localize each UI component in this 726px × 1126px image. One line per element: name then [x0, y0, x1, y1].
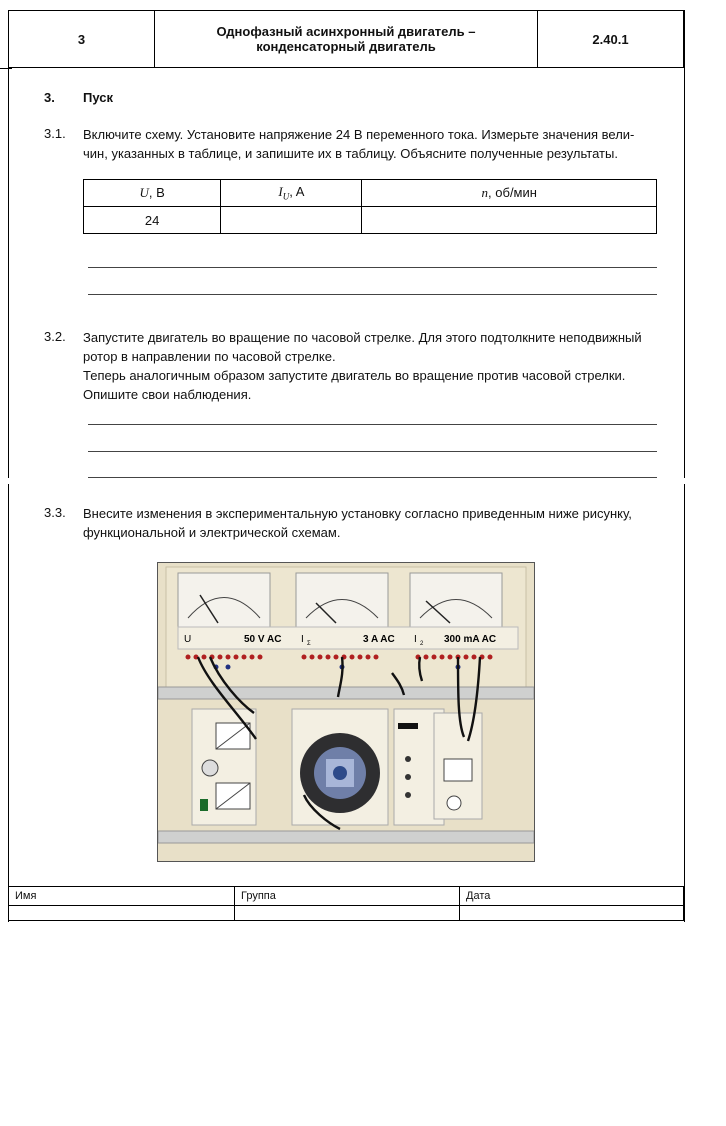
meter2-symbol: I [301, 634, 304, 645]
meter2-subscript: Σ [307, 641, 311, 647]
step-3-2-line3: Теперь аналогичным образом запустите двигатель во вращение против часовой стрелки. [83, 368, 626, 383]
footer-name-label: Имя [9, 887, 235, 906]
page-number: 3 [9, 11, 155, 67]
page-header [8, 10, 684, 68]
voltmeter [178, 573, 270, 631]
step-3-1-number: 3.1. [44, 126, 66, 141]
meter3-range: 300 mA AC [444, 634, 497, 645]
ammeter-total [296, 573, 388, 631]
footer-name-field[interactable] [9, 906, 235, 921]
section-title: Пуск [83, 90, 113, 105]
cell-voltage-value: 24 [84, 207, 221, 234]
step-3-1-line1: Включите схему. Установите напряжение 24 В переменного тока. Измерьте значения вели- [83, 127, 635, 142]
section-number: 3. [44, 90, 55, 105]
footer-group-field[interactable] [235, 906, 460, 921]
cell-current-value [221, 207, 362, 234]
header-current: $I_U$, A [221, 180, 362, 207]
footer-date-field[interactable] [460, 906, 684, 921]
margin-line [0, 68, 12, 69]
measurement-table [83, 179, 657, 234]
meter1-range: 50 V AC [244, 634, 282, 645]
document-title [155, 11, 538, 67]
step-3-3-number: 3.3. [44, 505, 66, 520]
step-3-1-line2: чин, указанных в таблице, и запишите их в таблицу. Объясните полученные результаты. [83, 146, 618, 161]
step-3-2-line4: Опишите свои наблюдения. [83, 387, 252, 402]
footer-date-label: Дата [460, 887, 684, 906]
answer-line [88, 424, 657, 425]
page-break-gap [0, 478, 726, 484]
step-3-2-line2: ротор в направлении по часовой стрелке. [83, 349, 336, 364]
meter3-subscript: 2 [420, 641, 424, 647]
step-3-1-text [83, 125, 634, 163]
step-3-3-line2: функциональной и электрической схемам. [83, 525, 341, 540]
ammeter-winding [410, 573, 502, 631]
title-line2: конденсаторный двигатель [256, 39, 436, 54]
header-voltage: U, В [84, 180, 221, 207]
title-line1: Однофазный асинхронный двигатель – [216, 24, 476, 39]
footer-group-label: Группа [235, 887, 460, 906]
document-code: 2.40.1 [592, 31, 629, 47]
experiment-setup-photo [157, 562, 535, 862]
cell-speed-value [362, 207, 657, 234]
step-3-2-text [83, 328, 642, 404]
step-3-3-text [83, 504, 632, 542]
step-3-3-line1: Внесите изменения в экспериментальную установку согласно приведенным ниже рисунку, [83, 506, 632, 521]
meter1-symbol: U [184, 634, 192, 645]
meter3-symbol: I [414, 634, 417, 645]
meter2-range: 3 A AC [363, 634, 395, 645]
step-3-2-number: 3.2. [44, 329, 66, 344]
step-3-2-line1: Запустите двигатель во вращение по часовой стрелке. Для этого подтолкните неподвижный [83, 330, 642, 345]
answer-line [88, 294, 657, 295]
header-speed: n, об/мин [362, 180, 657, 207]
footer-table [8, 886, 684, 921]
answer-line [88, 267, 657, 268]
answer-line [88, 451, 657, 452]
